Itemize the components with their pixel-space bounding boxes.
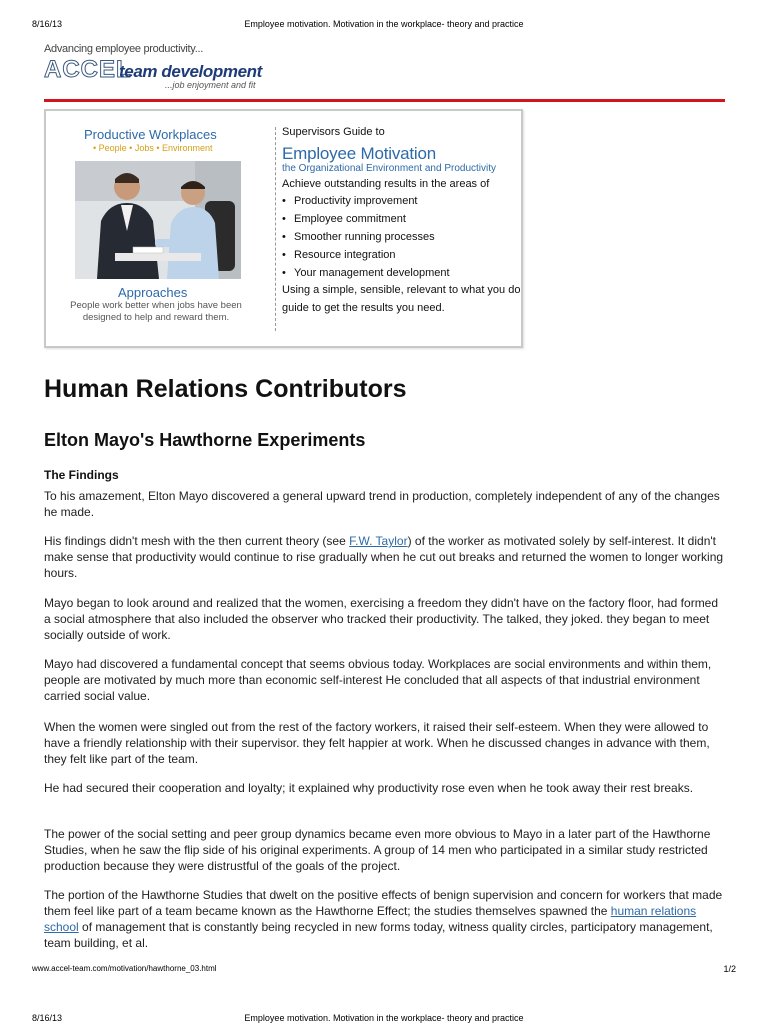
paragraph-4: Mayo had discovered a fundamental concept that seems obvious today. Workplaces are social environments and within them, people are motivated by much more than economic self-interest He concluded that all aspects of that industrial environment carried social value. [44, 657, 712, 703]
bullet-icon: • [282, 249, 286, 261]
bullet-icon: • [282, 267, 286, 279]
page-title: Human Relations Contributors [44, 375, 407, 403]
paragraph-2 [44, 533, 726, 581]
paragraph-8-text-b: of management that is constantly being recycled in new forms today, witness quality circles, participatory management, team building, et al. [44, 920, 713, 950]
ad-list-item-label: Productivity improvement [294, 195, 418, 207]
ad-list-item-label: Your management development [294, 267, 450, 279]
ad-left-sub: • People • Jobs • Environment [93, 143, 213, 153]
logo-brand: ACCEL [44, 56, 132, 83]
paragraph-2-text-b: ) of the worker as motivated solely by self-interest. It didn't make sense that productivity would continue to rise gradually when he cut out breaks and returned the women to longer working hours. [44, 534, 724, 580]
logo-tagline: Advancing employee productivity... [44, 43, 203, 55]
logo-product: team development [119, 62, 262, 81]
ad-right-column [282, 126, 522, 317]
ad-motivation-title: Employee Motivation [282, 144, 436, 163]
ad-list-item [282, 192, 522, 210]
ad-closing-text: Using a simple, sensible, relevant to what you do guide to get the results you need. [282, 284, 521, 314]
paragraph-1: To his amazement, Elton Mayo discovered a general upward trend in production, completely independent of any of the changes he made. [44, 489, 720, 519]
ad-approach-desc: People work better when jobs have been designed to help and reward them. [70, 300, 242, 323]
logo-sub: ...job enjoyment and fit [165, 80, 256, 90]
accel-logo[interactable] [44, 43, 274, 95]
fw-taylor-link[interactable]: F.W. Taylor [349, 534, 408, 548]
human-relations-school-link[interactable]: human relations school [44, 904, 697, 934]
meeting-photo-illustration [75, 161, 241, 279]
print-title: Employee motivation. Motivation in the workplace- theory and practice [244, 1013, 524, 1023]
header-rule [44, 99, 725, 102]
print-url: www.accel-team.com/motivation/hawthorne_03.html [32, 964, 217, 973]
ad-list-item [282, 228, 522, 246]
ad-list-item [282, 210, 522, 228]
ad-guide-title: Supervisors Guide to [282, 126, 385, 138]
paragraph-6: He had secured their cooperation and loyalty; it explained why productivity rose even when he took away their rest breaks. [44, 781, 694, 795]
print-page-number: 1/2 [723, 964, 736, 974]
ad-list-item-label: Resource integration [294, 249, 396, 261]
section-heading: Elton Mayo's Hawthorne Experiments [44, 430, 366, 450]
ad-divider [275, 127, 276, 331]
paragraph-8-text-a: The portion of the Hawthorne Studies that dwelt on the positive effects of benign supervision and concern for workers that made them feel like part of a team became known as the Hawthorne Effect; the studies themselves spawned the [44, 888, 723, 918]
ad-environment-subtitle: the Organizational Environment and Productivity [282, 163, 497, 174]
ad-list-item-label: Smoother running processes [294, 231, 435, 243]
ad-approaches: Approaches [118, 285, 188, 300]
bullet-icon: • [282, 213, 286, 225]
ad-list-item-label: Employee commitment [294, 213, 406, 225]
paragraph-7: The power of the social setting and peer group dynamics became even more obvious to Mayo in a later part of the Hawthorne Studies, when he saw the flip side of his original experiments. A group of 14 men who participated in a similar study restricted production because they were distrustful of the goals of the project. [44, 827, 711, 873]
paragraph-5: When the women were singled out from the rest of the factory workers, it raised their self-esteem. When they were allowed to have a friendly relationship with their supervisor. they felt happier at work. When he discussed changes in advance with them, they felt like part of the team. [44, 720, 710, 766]
bullet-icon: • [282, 231, 286, 243]
ad-photo [75, 161, 241, 279]
print-date: 8/16/13 [32, 1013, 63, 1023]
ad-list-item [282, 246, 522, 264]
subsection-heading: The Findings [44, 468, 119, 482]
bullet-icon: • [282, 195, 286, 207]
ad-list-item [282, 264, 522, 282]
paragraph-2-text-a: His findings didn't mesh with the then current theory (see [44, 534, 350, 548]
paragraph-8 [44, 887, 726, 951]
print-date: 8/16/13 [32, 19, 63, 29]
paragraph-3: Mayo began to look around and realized that the women, exercising a freedom they didn't have on the factory floor, had formed a social atmosphere that also included the observer who tracked their productivity. The talked, they joked. they began to meet socially outside of work. [44, 596, 719, 642]
ad-benefit-list [282, 192, 522, 282]
ad-banner[interactable] [44, 109, 523, 348]
ad-achieve-text: Achieve outstanding results in the areas of [282, 178, 490, 190]
ad-left-title: Productive Workplaces [84, 127, 217, 142]
print-title: Employee motivation. Motivation in the workplace- theory and practice [244, 19, 524, 29]
